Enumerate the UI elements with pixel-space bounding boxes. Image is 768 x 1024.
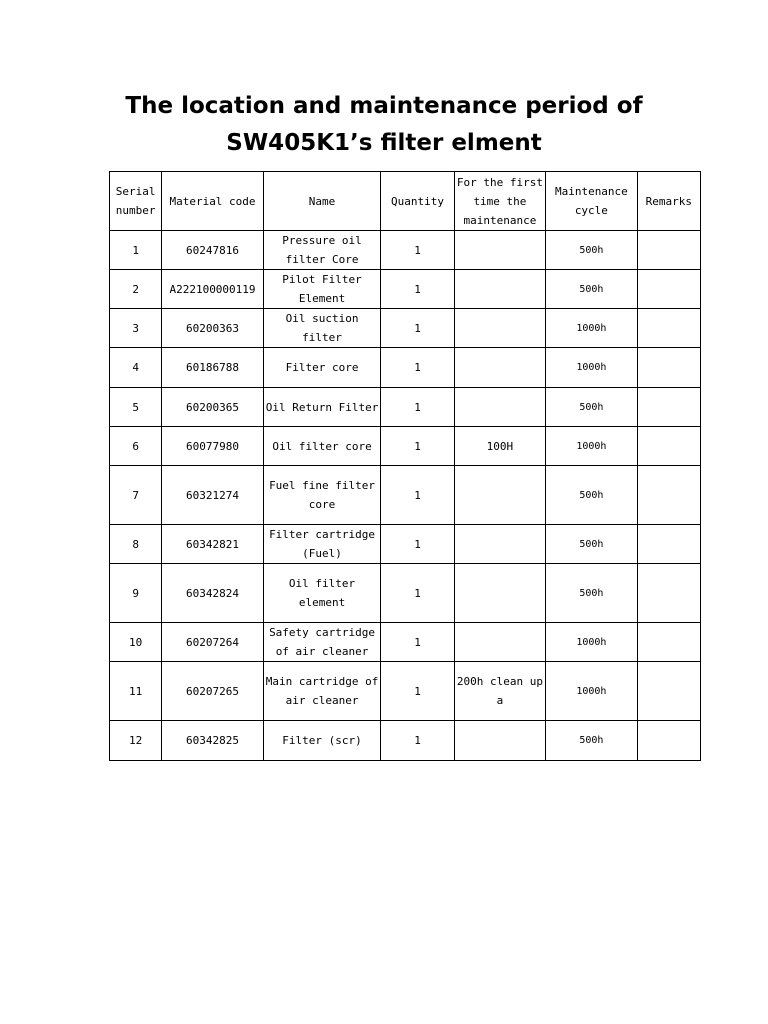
header-material-code: Material code (162, 172, 264, 231)
cell-remarks (637, 270, 700, 309)
cell-serial: 1 (110, 231, 162, 270)
cell-first-maintenance (454, 721, 545, 761)
table-row (110, 623, 701, 662)
cell-quantity: 1 (381, 662, 454, 721)
cell-first-maintenance (454, 270, 545, 309)
cell-name: Oil suction filter (263, 309, 381, 348)
cell-first-maintenance (454, 388, 545, 427)
cell-remarks (637, 348, 700, 388)
header-quantity: Quantity (381, 172, 454, 231)
cell-remarks (637, 388, 700, 427)
title-line-1: The location and maintenance period of (125, 93, 643, 119)
cell-remarks (637, 721, 700, 761)
cell-quantity: 1 (381, 623, 454, 662)
cell-maintenance-cycle: 500h (546, 721, 637, 761)
cell-first-maintenance: 100H (454, 427, 545, 466)
header-maintenance-cycle: Maintenance cycle (546, 172, 637, 231)
title-line-2: SW405K1’s filter elment (226, 130, 542, 156)
cell-quantity: 1 (381, 466, 454, 525)
cell-serial: 9 (110, 564, 162, 623)
cell-material-code: 60077980 (162, 427, 264, 466)
cell-name: Pilot Filter Element (263, 270, 381, 309)
cell-remarks (637, 564, 700, 623)
cell-quantity: 1 (381, 348, 454, 388)
table-row (110, 270, 701, 309)
header-remarks: Remarks (637, 172, 700, 231)
cell-material-code: 60200365 (162, 388, 264, 427)
cell-quantity: 1 (381, 427, 454, 466)
table-body (110, 231, 701, 761)
cell-serial: 11 (110, 662, 162, 721)
cell-first-maintenance (454, 348, 545, 388)
cell-material-code: 60186788 (162, 348, 264, 388)
table-row (110, 231, 701, 270)
cell-quantity: 1 (381, 525, 454, 564)
cell-remarks (637, 466, 700, 525)
cell-name: Filter cartridge (Fuel) (263, 525, 381, 564)
table-header-row (110, 172, 701, 231)
cell-serial: 10 (110, 623, 162, 662)
cell-material-code: 60200363 (162, 309, 264, 348)
cell-maintenance-cycle: 1000h (546, 348, 637, 388)
filter-maintenance-table (109, 171, 701, 761)
cell-maintenance-cycle: 500h (546, 388, 637, 427)
table-row (110, 309, 701, 348)
cell-serial: 4 (110, 348, 162, 388)
cell-remarks (637, 309, 700, 348)
cell-quantity: 1 (381, 309, 454, 348)
cell-serial: 7 (110, 466, 162, 525)
cell-material-code: 60207265 (162, 662, 264, 721)
table-row (110, 348, 701, 388)
cell-name: Oil Return Filter (263, 388, 381, 427)
cell-name: Fuel fine filter core (263, 466, 381, 525)
cell-first-maintenance (454, 309, 545, 348)
cell-name: Oil filter core (263, 427, 381, 466)
table-row (110, 721, 701, 761)
cell-serial: 3 (110, 309, 162, 348)
cell-first-maintenance (454, 231, 545, 270)
cell-maintenance-cycle: 500h (546, 466, 637, 525)
cell-serial: 5 (110, 388, 162, 427)
cell-material-code: A222100000119 (162, 270, 264, 309)
cell-maintenance-cycle: 500h (546, 525, 637, 564)
document-title (0, 88, 768, 162)
cell-material-code: 60207264 (162, 623, 264, 662)
table-row (110, 564, 701, 623)
cell-material-code: 60342824 (162, 564, 264, 623)
cell-serial: 12 (110, 721, 162, 761)
cell-name: Filter (scr) (263, 721, 381, 761)
header-name: Name (263, 172, 381, 231)
cell-quantity: 1 (381, 388, 454, 427)
cell-serial: 6 (110, 427, 162, 466)
header-first-maintenance: For the first time the maintenance (454, 172, 545, 231)
cell-quantity: 1 (381, 231, 454, 270)
cell-maintenance-cycle: 500h (546, 564, 637, 623)
cell-first-maintenance (454, 564, 545, 623)
cell-maintenance-cycle: 1000h (546, 662, 637, 721)
cell-name: Oil filter element (263, 564, 381, 623)
cell-first-maintenance: 200h clean up a (454, 662, 545, 721)
cell-name: Main cartridge of air cleaner (263, 662, 381, 721)
cell-remarks (637, 525, 700, 564)
cell-maintenance-cycle: 1000h (546, 427, 637, 466)
header-serial-number: Serial number (110, 172, 162, 231)
cell-first-maintenance (454, 466, 545, 525)
cell-maintenance-cycle: 500h (546, 231, 637, 270)
cell-first-maintenance (454, 525, 545, 564)
cell-remarks (637, 231, 700, 270)
cell-material-code: 60247816 (162, 231, 264, 270)
cell-material-code: 60342825 (162, 721, 264, 761)
cell-quantity: 1 (381, 721, 454, 761)
table-row (110, 525, 701, 564)
cell-serial: 8 (110, 525, 162, 564)
cell-quantity: 1 (381, 564, 454, 623)
cell-maintenance-cycle: 1000h (546, 623, 637, 662)
cell-remarks (637, 662, 700, 721)
cell-material-code: 60342821 (162, 525, 264, 564)
cell-name: Safety cartridge of air cleaner (263, 623, 381, 662)
cell-material-code: 60321274 (162, 466, 264, 525)
cell-first-maintenance (454, 623, 545, 662)
table-row (110, 662, 701, 721)
cell-maintenance-cycle: 500h (546, 270, 637, 309)
table-row (110, 388, 701, 427)
table-row (110, 427, 701, 466)
cell-serial: 2 (110, 270, 162, 309)
cell-quantity: 1 (381, 270, 454, 309)
cell-remarks (637, 623, 700, 662)
cell-name: Pressure oil filter Core (263, 231, 381, 270)
cell-maintenance-cycle: 1000h (546, 309, 637, 348)
cell-name: Filter core (263, 348, 381, 388)
table-row (110, 466, 701, 525)
cell-remarks (637, 427, 700, 466)
